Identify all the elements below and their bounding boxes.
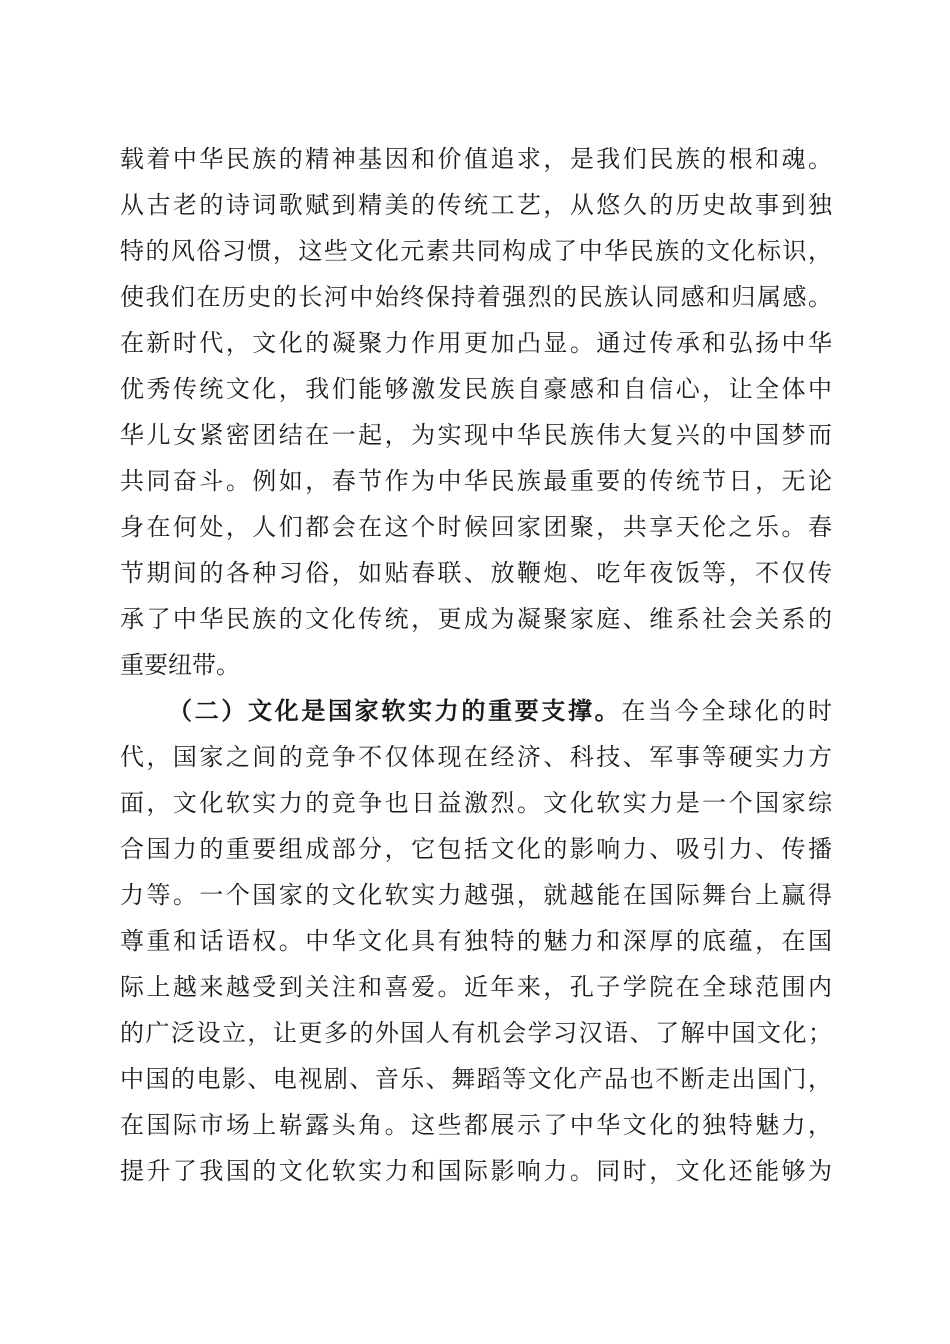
body-text-line: 华儿女紧密团结在一起，为实现中华民族伟大复兴的中国梦而 <box>120 421 832 449</box>
body-text-line: 合国力的重要组成部分，它包括文化的影响力、吸引力、传播 <box>120 835 832 863</box>
body-text-line: 共同奋斗。例如，春节作为中华民族最重要的传统节日，无论 <box>120 467 832 495</box>
body-text-line: 际上越来越受到关注和喜爱。近年来，孔子学院在全球范围内 <box>120 973 832 1001</box>
body-text-line: 载着中华民族的精神基因和价值追求，是我们民族的根和魂。 <box>120 145 832 173</box>
body-text-line: 从古老的诗词歌赋到精美的传统工艺，从悠久的历史故事到独 <box>120 191 832 219</box>
body-text-line: 中国的电影、电视剧、音乐、舞蹈等文化产品也不断走出国门， <box>120 1065 832 1093</box>
body-text-line: 承了中华民族的文化传统，更成为凝聚家庭、维系社会关系的 <box>120 605 832 633</box>
section-heading-continuation: 在当今全球化的时 <box>621 697 833 725</box>
body-text-line: 尊重和话语权。中华文化具有独特的魅力和深厚的底蕴，在国 <box>120 927 832 955</box>
body-text-line: 在新时代，文化的凝聚力作用更加凸显。通过传承和弘扬中华 <box>120 329 832 357</box>
body-text-line: 的广泛设立，让更多的外国人有机会学习汉语、了解中国文化； <box>120 1019 832 1047</box>
section-heading-line <box>168 692 832 730</box>
section-heading: （二）文化是国家软实力的重要支撑。 <box>168 696 622 725</box>
body-text-line: 代，国家之间的竞争不仅体现在经济、科技、军事等硬实力方 <box>120 743 832 771</box>
body-text-line: 优秀传统文化，我们能够激发民族自豪感和自信心，让全体中 <box>120 375 832 403</box>
body-text-line: 身在何处，人们都会在这个时候回家团聚，共享天伦之乐。春 <box>120 513 832 541</box>
body-text-line: 提升了我国的文化软实力和国际影响力。同时，文化还能够为 <box>120 1157 832 1185</box>
body-text-line: 节期间的各种习俗，如贴春联、放鞭炮、吃年夜饭等，不仅传 <box>120 559 832 587</box>
body-text-line: 力等。一个国家的文化软实力越强，就越能在国际舞台上赢得 <box>120 881 832 909</box>
body-text-line: 特的风俗习惯，这些文化元素共同构成了中华民族的文化标识， <box>120 237 832 265</box>
body-text-line: 重要纽带。 <box>120 651 240 679</box>
body-text-line: 面，文化软实力的竞争也日益激烈。文化软实力是一个国家综 <box>120 789 832 817</box>
body-text-line: 使我们在历史的长河中始终保持着强烈的民族认同感和归属感。 <box>120 283 832 311</box>
body-text-line: 在国际市场上崭露头角。这些都展示了中华文化的独特魅力， <box>120 1111 832 1139</box>
